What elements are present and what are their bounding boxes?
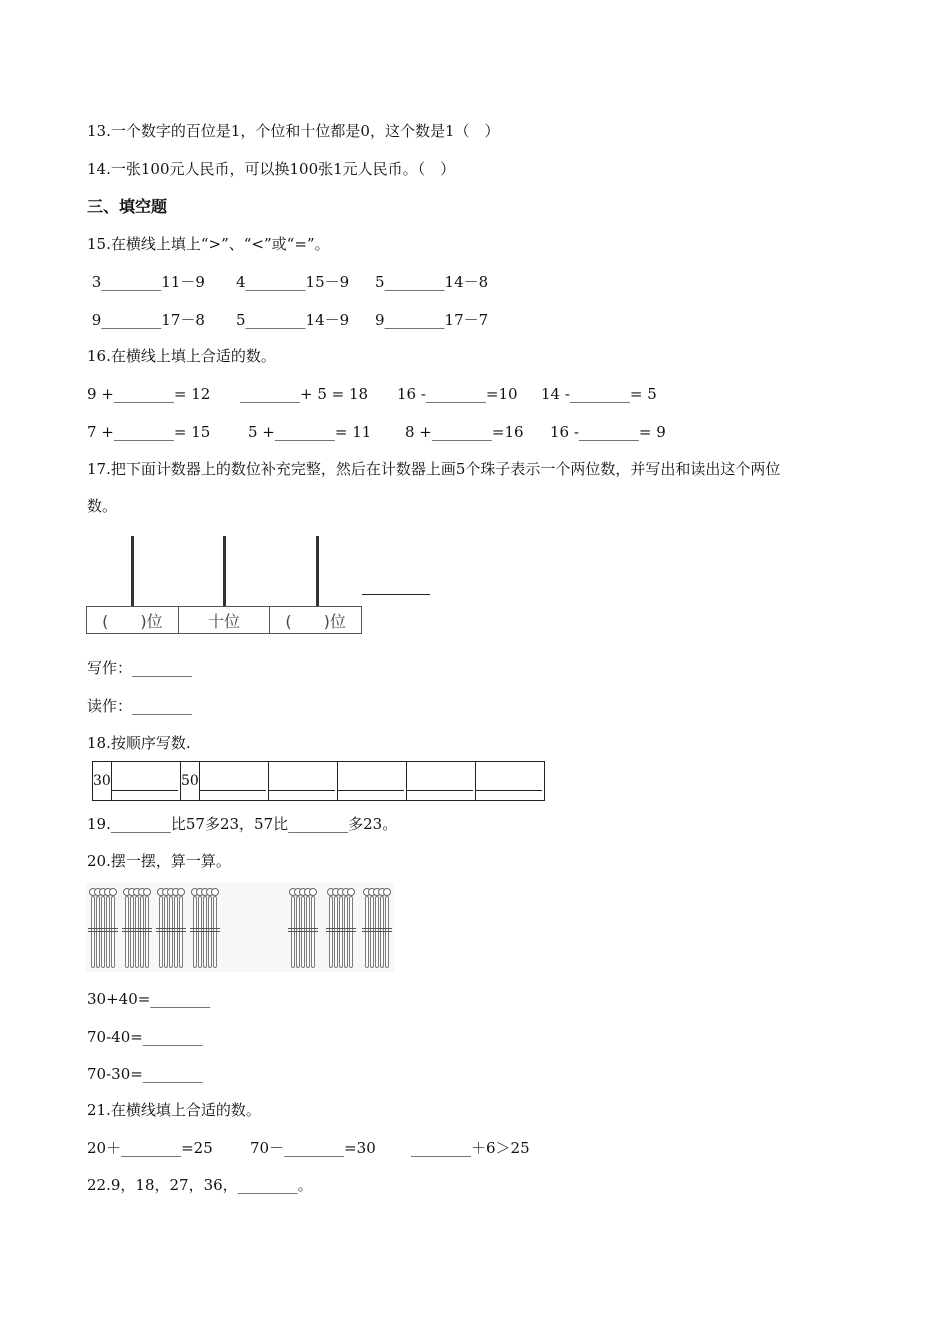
sequence-blank[interactable] (269, 762, 338, 801)
q20-equation: 70-30=________ (87, 1065, 203, 1083)
sequence-blank[interactable] (476, 762, 545, 801)
q16-item: 16 -________=10 (397, 385, 518, 403)
question-21-title: 21.在横线填上合适的数。 (87, 1101, 261, 1119)
q15-item: 5________14－9 (236, 311, 350, 329)
q16-item: 7 +________= 15 (87, 423, 211, 441)
stick-bundles-illustration (86, 882, 394, 972)
q15-item: 9________17－7 (375, 311, 489, 329)
abacus-counter (86, 606, 362, 634)
read-number: 读作：________ (87, 697, 193, 715)
sequence-table (92, 761, 545, 801)
counter-place-left[interactable]: ( )位 (87, 607, 179, 633)
counter-rod (131, 536, 134, 606)
question-14: 14.一张100元人民币，可以换100张1元人民币。（ ） (87, 160, 456, 178)
q20-equation: 30+40=________ (87, 990, 211, 1008)
q20-equation: 70-40=________ (87, 1028, 203, 1046)
question-22: 22.9，18，27，36，________。 (87, 1176, 313, 1194)
sequence-given: 50 (181, 762, 200, 801)
sequence-blank[interactable] (200, 762, 269, 801)
q15-item: 5________14－8 (375, 273, 489, 291)
question-13: 13.一个数字的百位是1，个位和十位都是0，这个数是1（ ） (87, 122, 500, 140)
counter-rod (223, 536, 226, 606)
write-number: 写作：________ (87, 659, 193, 677)
q16-item: 8 +________=16 (405, 423, 524, 441)
question-16-title: 16.在横线上填上合适的数。 (87, 347, 276, 365)
q16-item: 16 -________= 9 (550, 423, 666, 441)
q21-item: ________＋6＞25 (411, 1139, 530, 1157)
q21-item: 20＋________=25 (87, 1139, 213, 1157)
question-17-title-line1: 17.把下面计数器上的数位补充完整，然后在计数器上画5个珠子表示一个两位数，并写出和读出这个两位 (87, 460, 781, 478)
stick-bundle-icon (88, 888, 118, 968)
stick-bundle-icon (326, 888, 356, 968)
stick-bundle-icon (288, 888, 318, 968)
q21-item: 70－________=30 (250, 1139, 376, 1157)
question-19: 19.________比57多23，57比________多23。 (87, 815, 398, 833)
question-15-title: 15.在横线上填上“>”、“<”或“=”。 (87, 235, 330, 253)
q16-item: ________+ 5 = 18 (240, 385, 369, 403)
q16-item: 5 +________= 11 (248, 423, 372, 441)
counter-place-right[interactable]: ( )位 (285, 611, 346, 631)
sequence-blank[interactable] (407, 762, 476, 801)
section-heading: 三、填空题 (87, 197, 168, 216)
q15-item: 4________15－9 (236, 273, 350, 291)
q16-item: 9 +________= 12 (87, 385, 211, 403)
stick-bundle-icon (362, 888, 392, 968)
answer-blank-line[interactable] (362, 594, 430, 595)
question-17-title-line2: 数。 (87, 497, 118, 515)
q16-item: 14 -________= 5 (541, 385, 657, 403)
stick-bundle-icon (190, 888, 220, 968)
q15-item: 9________17－8 (87, 311, 205, 329)
question-20-title: 20.摆一摆，算一算。 (87, 852, 231, 870)
stick-bundle-icon (156, 888, 186, 968)
q15-item: 3________11－9 (87, 273, 205, 291)
stick-bundle-icon (122, 888, 152, 968)
sequence-blank[interactable] (338, 762, 407, 801)
counter-place-tens: 十位 (179, 607, 271, 633)
question-18-title: 18.按顺序写数. (87, 734, 191, 752)
counter-rod (316, 536, 319, 606)
sequence-start: 30 (93, 762, 112, 801)
sequence-blank[interactable] (112, 762, 181, 801)
